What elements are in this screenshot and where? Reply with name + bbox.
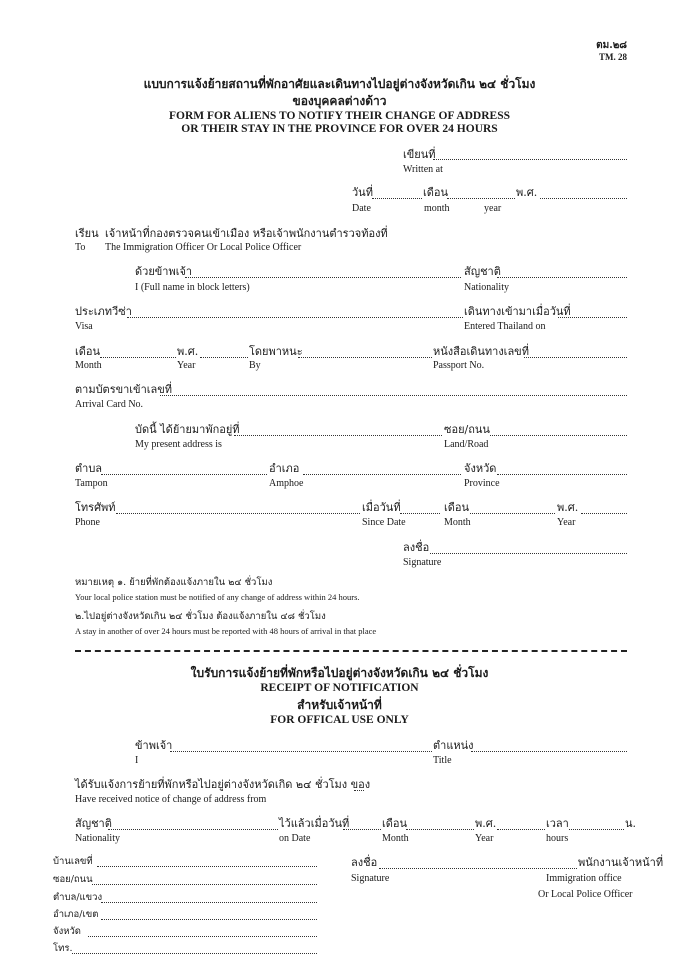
officer-label-en-1: Immigration office [546, 873, 622, 884]
entry-year-label-en: Year [177, 360, 196, 371]
amphoe-khet-field[interactable] [101, 919, 317, 920]
received-from-field[interactable] [354, 790, 364, 791]
visa-label-th: ประเภทวีซ่า [75, 305, 132, 318]
soi-label: ซอย/ถนน [53, 874, 93, 885]
entry-month-field[interactable] [100, 357, 176, 358]
received-label-en: Have received notice of change of address from [75, 794, 267, 805]
nationality-label-en: Nationality [464, 282, 509, 293]
phone-label-th: โทรศัพท์ [75, 501, 116, 514]
since-month-label-en: Month [444, 517, 471, 528]
receipt-i-label-en: I [135, 755, 139, 766]
visa-field[interactable] [127, 317, 463, 318]
date-field[interactable] [372, 198, 422, 199]
note-2-th: ๒.ไปอยู่ต่างจังหวัดเกิน ๒๔ ชั่วโมง ต้องแจ้งภายใน ๔๘ ชั่วโมง [75, 611, 326, 622]
since-date-field[interactable] [400, 513, 440, 514]
year-field[interactable] [540, 198, 627, 199]
receipt-time-label-en: hours [546, 833, 569, 844]
receipt-time-field[interactable] [569, 829, 624, 830]
passport-label-en: Passport No. [433, 360, 485, 371]
address-label-en: My present address is [135, 439, 222, 450]
officer-label-th: พนักงานเจ้าหน้าที่ [578, 856, 664, 869]
entry-month-label-en: Month [75, 360, 102, 371]
phone-label-en: Phone [75, 517, 100, 528]
receipt-month-label-en: Month [382, 833, 409, 844]
receipt-phone-field[interactable] [72, 953, 317, 954]
receipt-month-label-th: เดือน [382, 817, 408, 830]
tambon-label-en: Tampon [75, 478, 108, 489]
date-label-th: วันที่ [352, 186, 373, 199]
nationality-field[interactable] [497, 277, 627, 278]
receipt-ondate-field[interactable] [343, 829, 381, 830]
since-date-label-th: เมื่อวันที่ [362, 501, 401, 514]
receipt-nat-field[interactable] [108, 829, 278, 830]
entry-month-label-th: เดือน [75, 345, 101, 358]
name-field[interactable] [185, 277, 461, 278]
soi-field[interactable] [92, 884, 317, 885]
receipt-time-suffix: น. [625, 817, 637, 830]
by-label-th: โดยพาหนะ [249, 345, 303, 358]
tambon-field[interactable] [101, 474, 267, 475]
written-at-label-en: Written at [403, 164, 443, 175]
amphoe-khet-label: อำเภอ/เขต [53, 909, 99, 920]
receipt-title-field-label-th: ตำแหน่ง [433, 739, 474, 752]
road-label-th: ซอย/ถนน [444, 423, 490, 436]
receipt-phone-label: โทร. [53, 943, 73, 954]
province-label-th: จังหวัด [464, 462, 497, 475]
amphoe-label-en: Amphoe [269, 478, 304, 489]
title-th-2: ของบุคคลต่างด้าว [292, 94, 387, 108]
receipt-nat-label-en: Nationality [75, 833, 120, 844]
title-en-2: OR THEIR STAY IN THE PROVINCE FOR OVER 24 HOURS [181, 123, 498, 135]
nationality-label-th: สัญชาติ [464, 265, 501, 278]
to-text-th: เจ้าหน้าที่กองตรวจคนเข้าเมือง หรือเจ้าพนักงานตำรวจท้องที่ [105, 227, 388, 240]
note-1-en: Your local police station must be notified of any change of address within 24 hours. [75, 592, 360, 602]
passport-field[interactable] [524, 357, 627, 358]
arrival-card-label-en: Arrival Card No. [75, 399, 144, 410]
signature-field[interactable] [430, 553, 627, 554]
road-field[interactable] [490, 435, 627, 436]
since-date-label-en: Since Date [362, 517, 406, 528]
year-label-th: พ.ศ. [516, 186, 538, 199]
house-no-field[interactable] [97, 866, 317, 867]
receipt-sign-field[interactable] [379, 868, 577, 869]
written-at-field[interactable] [433, 159, 627, 160]
name-label-en: I (Full name in block letters) [135, 282, 250, 293]
official-use-en: FOR OFFICAL USE ONLY [270, 714, 409, 726]
year-label-en: year [484, 203, 502, 214]
receipt-month-field[interactable] [406, 829, 474, 830]
cut-line [75, 650, 627, 652]
entered-label-en: Entered Thailand on [464, 321, 546, 332]
entered-label-th: เดินทางเข้ามาเมื่อวันที่ [464, 305, 571, 318]
receipt-ondate-label-en: on Date [279, 833, 311, 844]
receipt-title-field-label-en: Title [433, 755, 452, 766]
receipt-ondate-label-th: ไว้แล้วเมื่อวันที่ [279, 817, 350, 830]
by-field[interactable] [298, 357, 432, 358]
receipt-year-field[interactable] [497, 829, 545, 830]
by-label-en: By [249, 360, 261, 371]
arrival-card-label-th: ตามบัตรขาเข้าเลขที่ [75, 383, 173, 396]
receipt-title-field[interactable] [471, 751, 627, 752]
receipt-province-field[interactable] [88, 936, 317, 937]
date-label-en: Date [352, 203, 371, 214]
month-label-en: month [424, 203, 450, 214]
signature-label-th: ลงชื่อ [403, 541, 430, 554]
road-label-en: Land/Road [444, 439, 489, 450]
received-label-th: ได้รับแจ้งการย้ายที่พักหรือไปอยู่ต่างจังหวัดเกิด ๒๔ ชั่วโมง ของ [75, 778, 371, 791]
note-2-en: A stay in another of over 24 hours must be reported with 48 hours of arrival in that place [75, 626, 377, 636]
receipt-nat-label-th: สัญชาติ [75, 817, 112, 830]
month-label-th: เดือน [423, 186, 449, 199]
to-text-en: The Immigration Officer Or Local Police Officer [105, 242, 302, 253]
province-label-en: Province [464, 478, 500, 489]
province-field[interactable] [497, 474, 627, 475]
phone-field[interactable] [116, 513, 360, 514]
signature-label-en: Signature [403, 557, 442, 568]
receipt-province-label: จังหวัด [53, 926, 81, 937]
official-use-th: สำหรับเจ้าหน้าที่ [297, 698, 382, 712]
receipt-sign-label-en: Signature [351, 873, 390, 884]
note-1-th: หมายเหตุ ๑. ย้ายที่พักต้องแจ้งภายใน ๒๔ ชั่วโมง [75, 577, 273, 588]
receipt-title-en: RECEIPT OF NOTIFICATION [260, 682, 419, 694]
address-field[interactable] [234, 435, 442, 436]
to-label-th: เรียน [75, 227, 99, 240]
written-at-label-th: เขียนที่ [403, 148, 436, 161]
address-label-th: บัดนี้ ได้ย้ายมาพักอยู่ที่ [135, 423, 240, 436]
since-year-field[interactable] [581, 513, 627, 514]
receipt-title-th: ใบรับการแจ้งย้ายที่พักหรือไปอยู่ต่างจังหวัดเกิน ๒๔ ชั่วโมง [190, 666, 489, 680]
since-year-label-th: พ.ศ. [557, 501, 579, 514]
entry-year-field[interactable] [200, 357, 248, 358]
since-month-field[interactable] [470, 513, 555, 514]
form-code-th: ตม.๒๘ [596, 40, 627, 51]
officer-label-en-2: Or Local Police Officer [538, 889, 633, 900]
title-th-1: แบบการแจ้งย้ายสถานที่พักอาศัยและเดินทางไปอยู่ต่างจังหวัดเกิน ๒๔ ชั่วโมง [143, 77, 536, 91]
tambon-khwaeng-label: ตำบล/แขวง [53, 892, 103, 903]
visa-label-en: Visa [75, 321, 93, 332]
tambon-label-th: ตำบล [75, 462, 103, 475]
to-label-en: To [75, 242, 86, 253]
house-no-label: บ้านเลขที่ [53, 856, 93, 867]
receipt-i-label-th: ข้าพเจ้า [135, 739, 173, 752]
arrival-card-field[interactable] [160, 395, 627, 396]
amphoe-label-th: อำเภอ [269, 462, 300, 475]
entered-field[interactable] [558, 317, 627, 318]
month-field[interactable] [447, 198, 515, 199]
amphoe-field[interactable] [303, 474, 461, 475]
entry-year-label-th: พ.ศ. [177, 345, 199, 358]
receipt-time-label-th: เวลา [546, 817, 569, 830]
receipt-sign-label-th: ลงชื่อ [351, 856, 378, 869]
tambon-khwaeng-field[interactable] [101, 902, 317, 903]
since-month-label-th: เดือน [444, 501, 470, 514]
since-year-label-en: Year [557, 517, 576, 528]
form-code-en: TM. 28 [599, 52, 627, 62]
name-label-th: ด้วยข้าพเจ้า [135, 265, 193, 278]
receipt-year-label-th: พ.ศ. [475, 817, 497, 830]
receipt-i-field[interactable] [170, 751, 432, 752]
receipt-year-label-en: Year [475, 833, 494, 844]
title-en-1: FORM FOR ALIENS TO NOTIFY THEIR CHANGE OF ADDRESS [168, 110, 510, 122]
passport-label-th: หนังสือเดินทางเลขที่ [433, 345, 529, 358]
